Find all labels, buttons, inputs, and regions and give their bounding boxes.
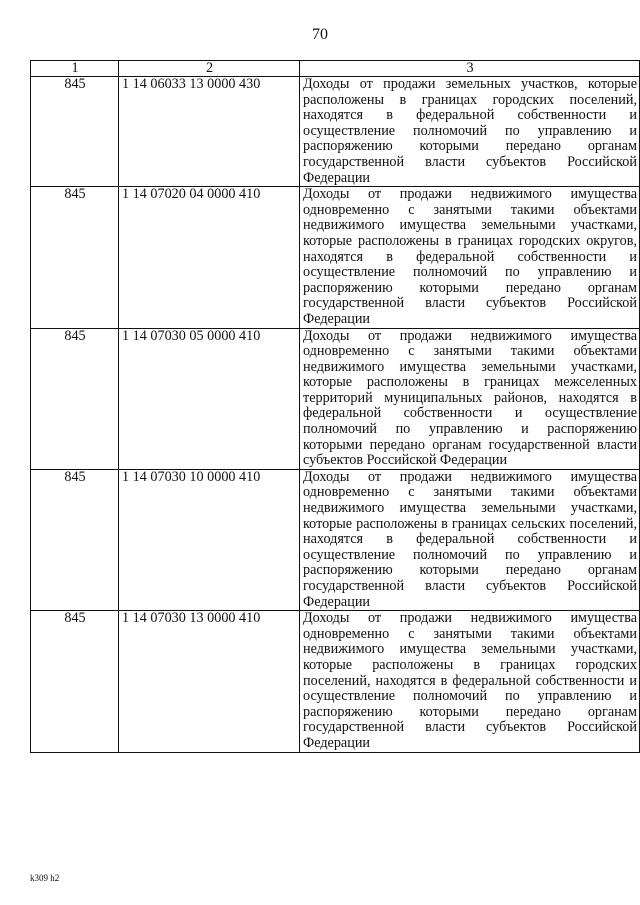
revenue-description-cell: Доходы от продажи недвижимого имущества одновременно с занятыми такими объектами недвижимого имущества земельными участками, которые расположены в границах межселенных территорий муниципальных районов, находятся в федеральной собственности и осуществление полномочий по управлению и распоряжению которыми передано органам государственной власти субъектов Российской Федерации bbox=[300, 328, 640, 469]
administrator-code-cell: 845 bbox=[31, 328, 119, 469]
administrator-code-cell: 845 bbox=[31, 187, 119, 328]
revenue-description-cell: Доходы от продажи недвижимого имущества одновременно с занятыми такими объектами недвижимого имущества земельными участками, которые расположены в границах городских поселений, находятся в федеральной собственности и осуществление полномочий по управлению и распоряжению которыми передано органам государственной власти субъектов Российской Федерации bbox=[300, 611, 640, 752]
page-number: 70 bbox=[312, 26, 328, 43]
column-header-3: 3 bbox=[300, 61, 640, 77]
administrator-code-cell: 845 bbox=[31, 77, 119, 187]
revenue-description-cell: Доходы от продажи недвижимого имущества одновременно с занятыми такими объектами недвижимого имущества земельными участками, которые расположены в границах городских округов, находятся в федеральной собственности и осуществление полномочий по управлению и распоряжению которыми передано органам государственной власти субъектов Российской Федерации bbox=[300, 187, 640, 328]
column-header-1: 1 bbox=[31, 61, 119, 77]
table-row bbox=[31, 469, 640, 610]
table-row bbox=[31, 328, 640, 469]
table-row bbox=[31, 187, 640, 328]
revenue-code-cell: 1 14 07020 04 0000 410 bbox=[119, 187, 300, 328]
revenue-code-cell: 1 14 07030 05 0000 410 bbox=[119, 328, 300, 469]
table-row bbox=[31, 611, 640, 752]
header-row bbox=[31, 61, 640, 77]
table-row bbox=[31, 77, 640, 187]
administrator-code-cell: 845 bbox=[31, 469, 119, 610]
table-body bbox=[31, 77, 640, 753]
revenue-code-cell: 1 14 06033 13 0000 430 bbox=[119, 77, 300, 187]
table-header bbox=[31, 61, 640, 77]
column-header-2: 2 bbox=[119, 61, 300, 77]
revenue-code-cell: 1 14 07030 13 0000 410 bbox=[119, 611, 300, 752]
revenue-description-cell: Доходы от продажи земельных участков, которые расположены в границах городских поселений, находятся в федеральной собственности и осуществление полномочий по управлению и распоряжению которыми передано органам государственной власти субъектов Российской Федерации bbox=[300, 77, 640, 187]
budget-revenue-table bbox=[30, 60, 640, 753]
revenue-code-cell: 1 14 07030 10 0000 410 bbox=[119, 469, 300, 610]
document-reference-mark: k309 h2 bbox=[30, 873, 60, 883]
revenue-description-cell: Доходы от продажи недвижимого имущества одновременно с занятыми такими объектами недвижимого имущества земельными участками, которые расположены в границах сельских поселений, находятся в федеральной собственности и осуществление полномочий по управлению и распоряжению которыми передано органам государственной власти субъектов Российской Федерации bbox=[300, 469, 640, 610]
administrator-code-cell: 845 bbox=[31, 611, 119, 752]
